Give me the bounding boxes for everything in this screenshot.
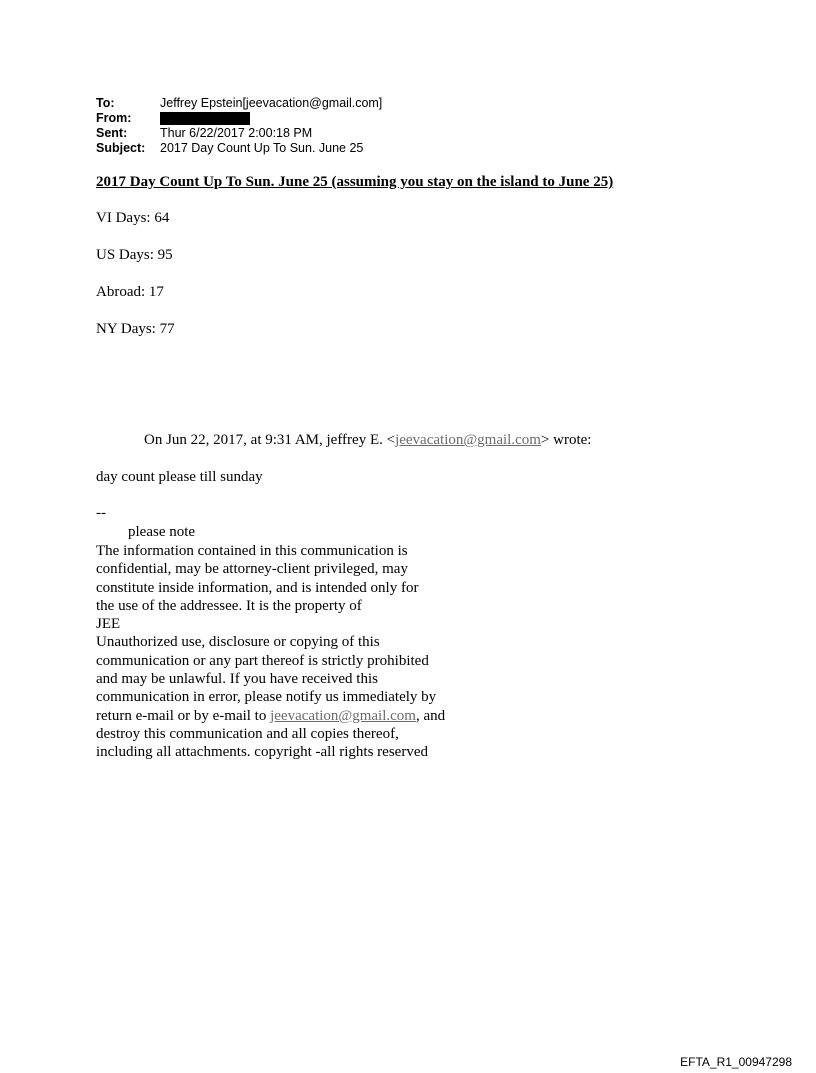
quote-prefix: On Jun 22, 2017, at 9:31 AM, jeffrey E. < (144, 432, 396, 448)
sent-label: Sent: (96, 126, 128, 140)
disclaimer-line: including all attachments. copyright -all rights reserved (96, 744, 428, 761)
disclaimer-line: destroy this communication and all copies thereof, (96, 725, 399, 742)
quote-attribution (144, 432, 591, 449)
abroad-days: Abroad: 17 (96, 284, 164, 300)
body-heading: 2017 Day Count Up To Sun. June 25 (assuming you stay on the island to June 25) (96, 174, 614, 190)
subject-value: 2017 Day Count Up To Sun. June 25 (160, 141, 364, 155)
from-redaction (160, 112, 250, 125)
disclaimer-line: communication or any part thereof is strictly prohibited (96, 652, 429, 669)
return-prefix: return e-mail or by e-mail to (96, 707, 271, 724)
from-label: From: (96, 111, 132, 125)
disclaimer-return-line (96, 707, 445, 725)
disclaimer-line: communication in error, please notify us immediately by (96, 689, 437, 706)
disclaimer-line: confidential, may be attorney-client privileged, may (96, 561, 408, 578)
return-email-link[interactable]: jeevacation@gmail.com (270, 707, 416, 724)
vi-days: VI Days: 64 (96, 210, 170, 226)
email-header (96, 96, 382, 156)
return-suffix: , and (415, 707, 446, 724)
quote-suffix: > wrote: (540, 432, 592, 448)
sent-value: Thur 6/22/2017 2:00:18 PM (160, 126, 313, 140)
ny-days: NY Days: 77 (96, 321, 175, 337)
us-days: US Days: 95 (96, 247, 173, 263)
sent-row (96, 126, 382, 141)
disclaimer-line: the use of the addressee. It is the property of (96, 597, 362, 614)
document-id: EFTA_R1_00947298 (680, 1055, 792, 1069)
to-value: Jeffrey Epstein[jeevacation@gmail.com] (160, 96, 383, 110)
quoted-message: day count please till sunday (96, 469, 263, 485)
to-row (96, 96, 382, 111)
please-note: please note (128, 524, 196, 540)
disclaimer (96, 542, 445, 762)
quote-email-link[interactable]: jeevacation@gmail.com (395, 432, 541, 448)
disclaimer-line: The information contained in this communication is (96, 543, 408, 559)
disclaimer-line: JEE (96, 616, 121, 633)
to-label: To: (96, 96, 115, 110)
subject-label: Subject: (96, 141, 146, 155)
disclaimer-line: constitute inside information, and is intended only for (96, 579, 419, 596)
disclaimer-line: and may be unlawful. If you have received this (96, 671, 378, 688)
from-row (96, 111, 382, 126)
disclaimer-line: Unauthorized use, disclosure or copying of this (96, 634, 380, 651)
subject-row (96, 141, 382, 156)
signature-separator: -- (96, 505, 106, 521)
